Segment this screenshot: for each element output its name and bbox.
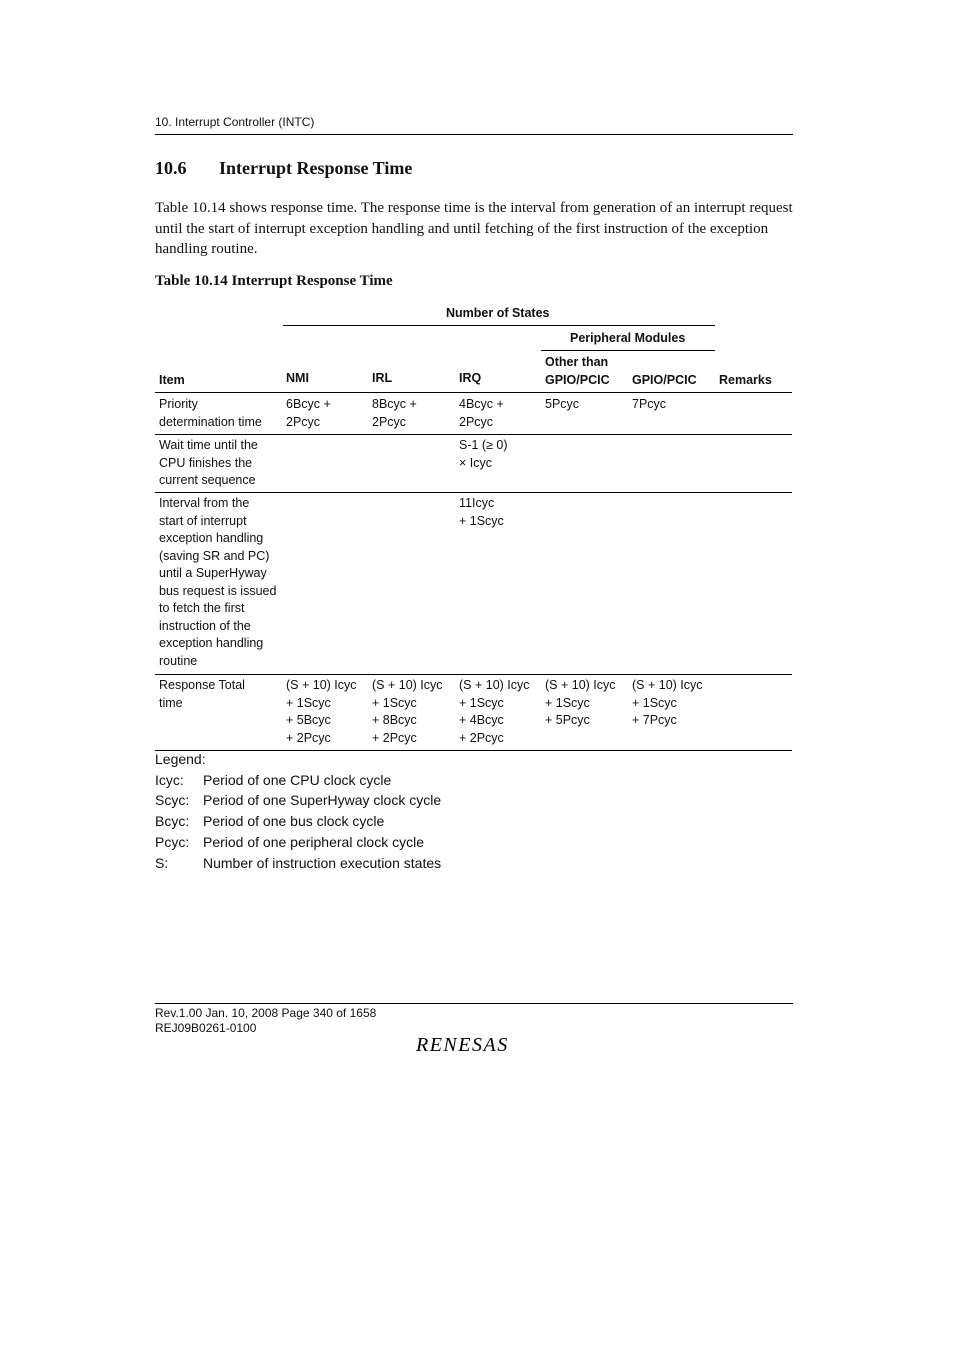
legend-def-pcyc: Period of one peripheral clock cycle (203, 834, 425, 850)
row1-nmi: 6Bcyc + 2Pcyc (286, 397, 331, 429)
row4-item: Response Total time (159, 678, 245, 710)
legend-def-bcyc: Period of one bus clock cycle (203, 813, 385, 829)
group-header: Number of States (446, 306, 550, 320)
row2-rule (155, 492, 792, 493)
table-bottom-rule (155, 750, 792, 751)
header-bottom-rule (155, 392, 792, 393)
row4-irq: (S + 10) Icyc + 1Scyc + 4Bcyc + 2Pcyc (459, 678, 530, 745)
row2-item: Wait time until the CPU finishes the current sequence (159, 438, 258, 487)
footer-rule (155, 1003, 793, 1004)
subgroup-header: Peripheral Modules (570, 331, 686, 345)
row4-irl: (S + 10) Icyc + 1Scyc + 8Bcyc + 2Pcyc (372, 678, 443, 745)
legend-title: Legend: (155, 751, 206, 767)
legend-def-scyc: Period of one SuperHyway clock cycle (203, 792, 442, 808)
legend-key-bcyc: Bcyc: (155, 813, 190, 829)
row3-rule (155, 674, 792, 675)
renesas-logo-mark (414, 1033, 534, 1055)
row1-other: 5Pcyc (545, 397, 580, 411)
row1-item: Priority determination time (159, 397, 262, 429)
legend-def-icyc: Period of one CPU clock cycle (203, 772, 392, 788)
group-header-rule (283, 325, 715, 326)
footer-doc-number: REJ09B0261-0100 (155, 1021, 257, 1035)
header-rule (155, 134, 793, 135)
row4-gpio: (S + 10) Icyc + 1Scyc + 7Pcyc (632, 678, 703, 727)
col-header-gpio: GPIO/PCIC (632, 373, 697, 387)
row3-item: Interval from the start of interrupt exception handling (saving SR and PC) until a SuperHyway bus request is issued to fetch the first instruction of the exception handling routine (159, 496, 277, 668)
table-caption: Table 10.14 Interrupt Response Time (155, 273, 393, 289)
row2-irq: S-1 (≥ 0) × Icyc (459, 438, 508, 470)
col-header-irl: IRL (372, 371, 393, 385)
legend-key-icyc: Icyc: (155, 772, 184, 788)
subgroup-header-rule (541, 350, 715, 351)
col-header-irq: IRQ (459, 371, 482, 385)
svg-text:RENESAS: RENESAS (416, 1034, 509, 1055)
footer-revision: Rev.1.00 Jan. 10, 2008 Page 340 of 1658 (155, 1006, 377, 1020)
row4-other: (S + 10) Icyc + 1Scyc + 5Pcyc (545, 678, 616, 727)
legend-key-s: S: (155, 855, 169, 871)
col-header-item: Item (159, 373, 185, 387)
row3-irq: 11Icyc + 1Scyc (459, 496, 504, 528)
section-number: 10.6 (155, 158, 187, 178)
section-title: Interrupt Response Time (219, 158, 413, 178)
row4-nmi: (S + 10) Icyc + 1Scyc + 5Bcyc + 2Pcyc (286, 678, 357, 745)
row1-irl: 8Bcyc + 2Pcyc (372, 397, 417, 429)
row1-rule (155, 434, 792, 435)
running-header: 10. Interrupt Controller (INTC) (155, 115, 315, 129)
intro-paragraph: Table 10.14 shows response time. The response time is the interval from generation of an interrupt request until the start of interrupt exception handling and until fetching of the first instruction of the exception handling routine. (155, 200, 793, 257)
row1-gpio: 7Pcyc (632, 397, 667, 411)
renesas-logo (414, 1033, 534, 1055)
col-header-nmi: NMI (286, 371, 309, 385)
row1-irq: 4Bcyc + 2Pcyc (459, 397, 504, 429)
legend-key-scyc: Scyc: (155, 792, 190, 808)
legend-def-s: Number of instruction execution states (203, 855, 442, 871)
col-header-remarks: Remarks (719, 373, 772, 387)
col-header-other-than-gpio: Other than GPIO/PCIC (545, 355, 610, 387)
legend-key-pcyc: Pcyc: (155, 834, 190, 850)
